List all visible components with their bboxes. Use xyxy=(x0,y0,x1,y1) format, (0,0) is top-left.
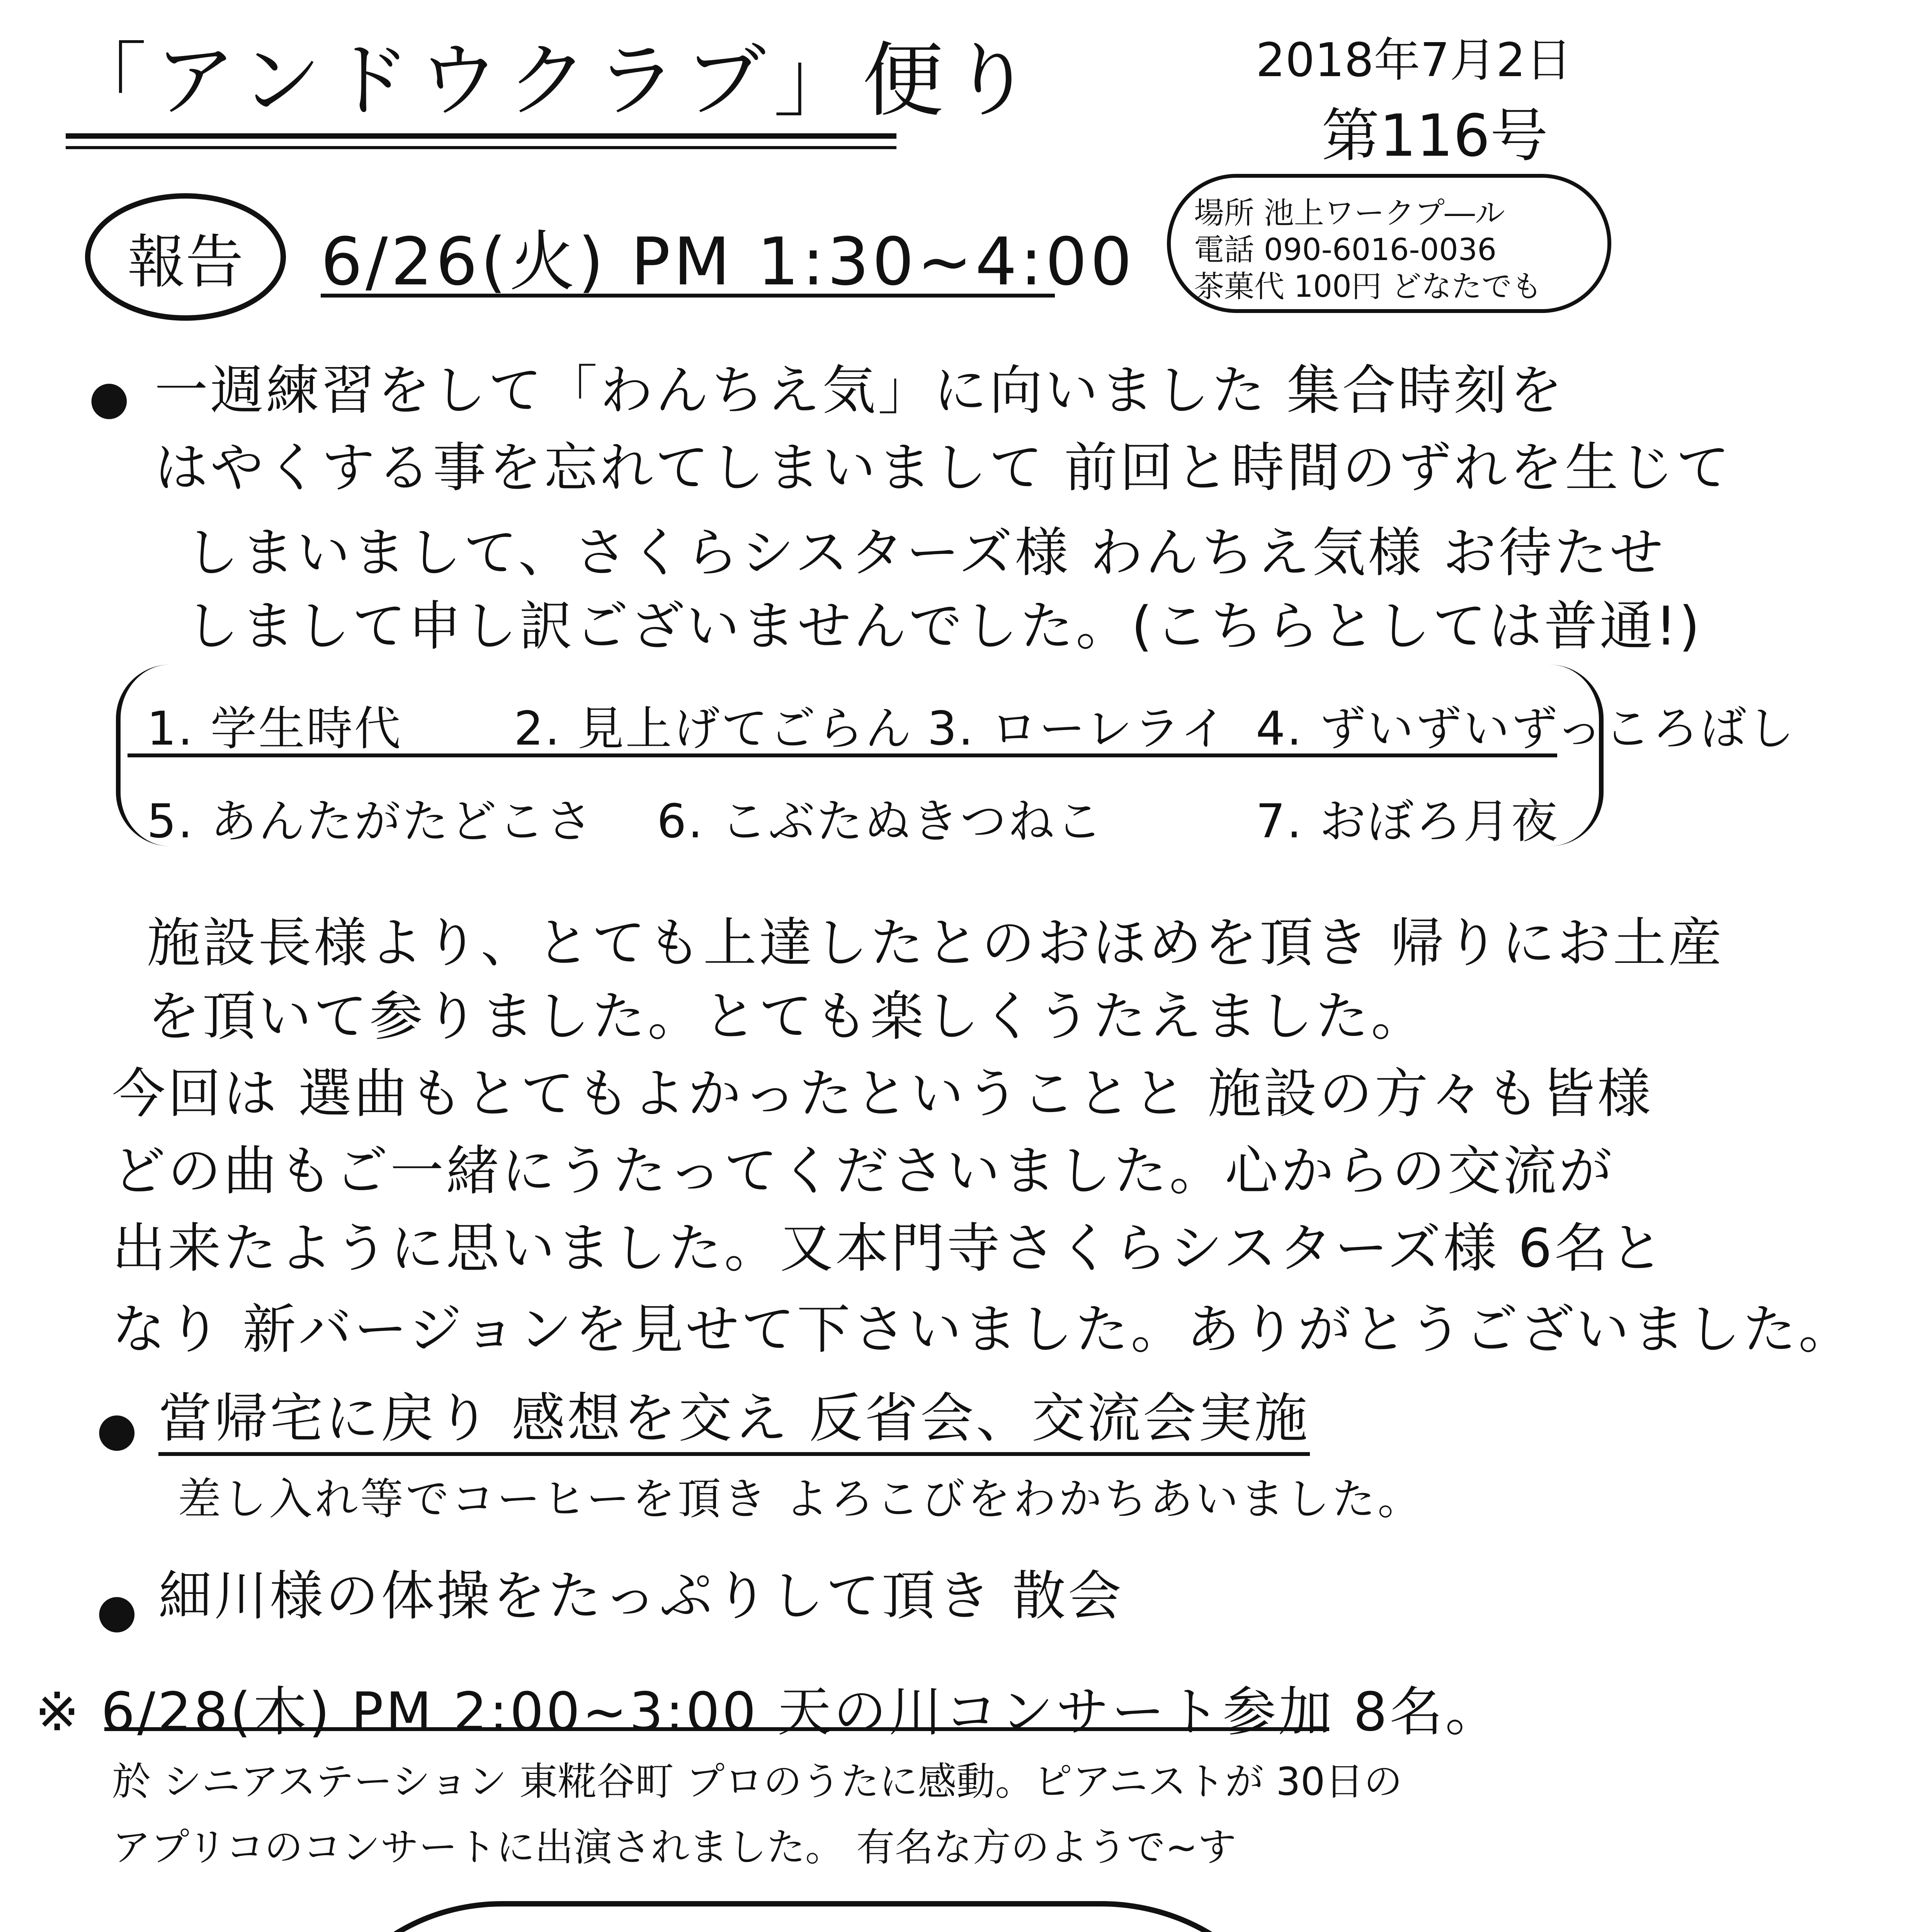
info-box xyxy=(1167,174,1611,313)
song-item: 2. 見上げてごらん xyxy=(514,702,913,756)
report-paragraph-line: 施設長様より、とても上達したとのおほめを頂き 帰りにお土産 xyxy=(147,912,1724,974)
title-underline xyxy=(66,133,896,139)
report-badge xyxy=(85,193,286,321)
info-place: 場所 池上ワークプ―ル xyxy=(1194,196,1505,231)
issue-date: 2018年7月2日 xyxy=(1256,34,1572,87)
report-datetime: 6/26(火) PM 1:30~4:00 xyxy=(321,224,1135,300)
report-line: 一週練習をして「わんちえ気」に向いました 集合時刻を xyxy=(155,359,1565,422)
title-underline-2 xyxy=(66,146,896,149)
song-item: 5. あんたがたどこさ xyxy=(147,795,594,849)
report-date-underline xyxy=(321,294,1055,298)
after-event-detail: 差し入れ等でコーヒーを頂き よろこびをわかちあいました。 xyxy=(178,1474,1423,1524)
issue-number: 第116号 xyxy=(1321,102,1548,170)
info-fee: 茶菓代 100円 どなたでも xyxy=(1194,269,1542,304)
song-item: 4. ずいずいずっころばし xyxy=(1256,702,1796,756)
next-datetime xyxy=(294,1928,1042,1932)
song-item: 6. こぶたぬきつねこ xyxy=(657,795,1104,849)
bullet-dot: ● xyxy=(97,1584,137,1638)
report-badge-label: 報告 xyxy=(127,229,243,296)
closing-line: 細川様の体操をたっぷりして頂き 散会 xyxy=(158,1565,1124,1627)
after-event-title: 當帰宅に戻り 感想を交え 反省会、交流会実施 xyxy=(158,1376,1310,1456)
report-paragraph-line: 出来たように思いました。又本門寺さくらシスターズ様 6名と xyxy=(112,1217,1666,1279)
bullet-dot: ● xyxy=(97,1403,137,1456)
info-phone: 電話 090-6016-0036 xyxy=(1194,233,1497,267)
next-cloud xyxy=(317,1901,1302,1932)
concert-note-line: アプリコのコンサートに出演されました。 有名な方のようで~す xyxy=(112,1825,1236,1870)
concert-note-line: 於 シニアステーション 東糀谷町 プロのうたに感動。ピアニストが 30日の xyxy=(112,1759,1403,1804)
report-paragraph-line: どの曲もご一緒にうたってくださいました。心からの交流が xyxy=(112,1140,1615,1202)
report-line: しまいまして、さくらシスターズ様 わんちえ気様 お待たせ xyxy=(185,522,1665,584)
report-line: はやくする事を忘れてしまいまして 前回と時間のずれを生じて xyxy=(155,437,1732,499)
song-item: 1. 学生時代 xyxy=(147,702,402,756)
bullet-dot: ● xyxy=(89,371,129,425)
report-line: しまして申し訳ございませんでした。(こちらとしては普通!) xyxy=(185,595,1702,657)
newsletter-title: 「アンドウクラブ」便り xyxy=(66,33,1040,128)
report-paragraph-line: なり 新バージョンを見せて下さいました。ありがとうございました。 xyxy=(112,1298,1854,1361)
concert-note-heading: ※ 6/28(木) PM 2:00~3:00 天の川コンサート参加 8名。 xyxy=(35,1681,1501,1743)
concert-note-underline xyxy=(104,1727,1329,1731)
report-paragraph-line: を頂いて参りました。とても楽しくうたえました。 xyxy=(147,985,1427,1048)
song-item: 3. ローレライ xyxy=(927,702,1228,756)
song-item: 7. おぼろ月夜 xyxy=(1256,795,1559,849)
report-paragraph-line: 今回は 選曲もとてもよかったということと 施設の方々も皆様 xyxy=(112,1063,1653,1125)
